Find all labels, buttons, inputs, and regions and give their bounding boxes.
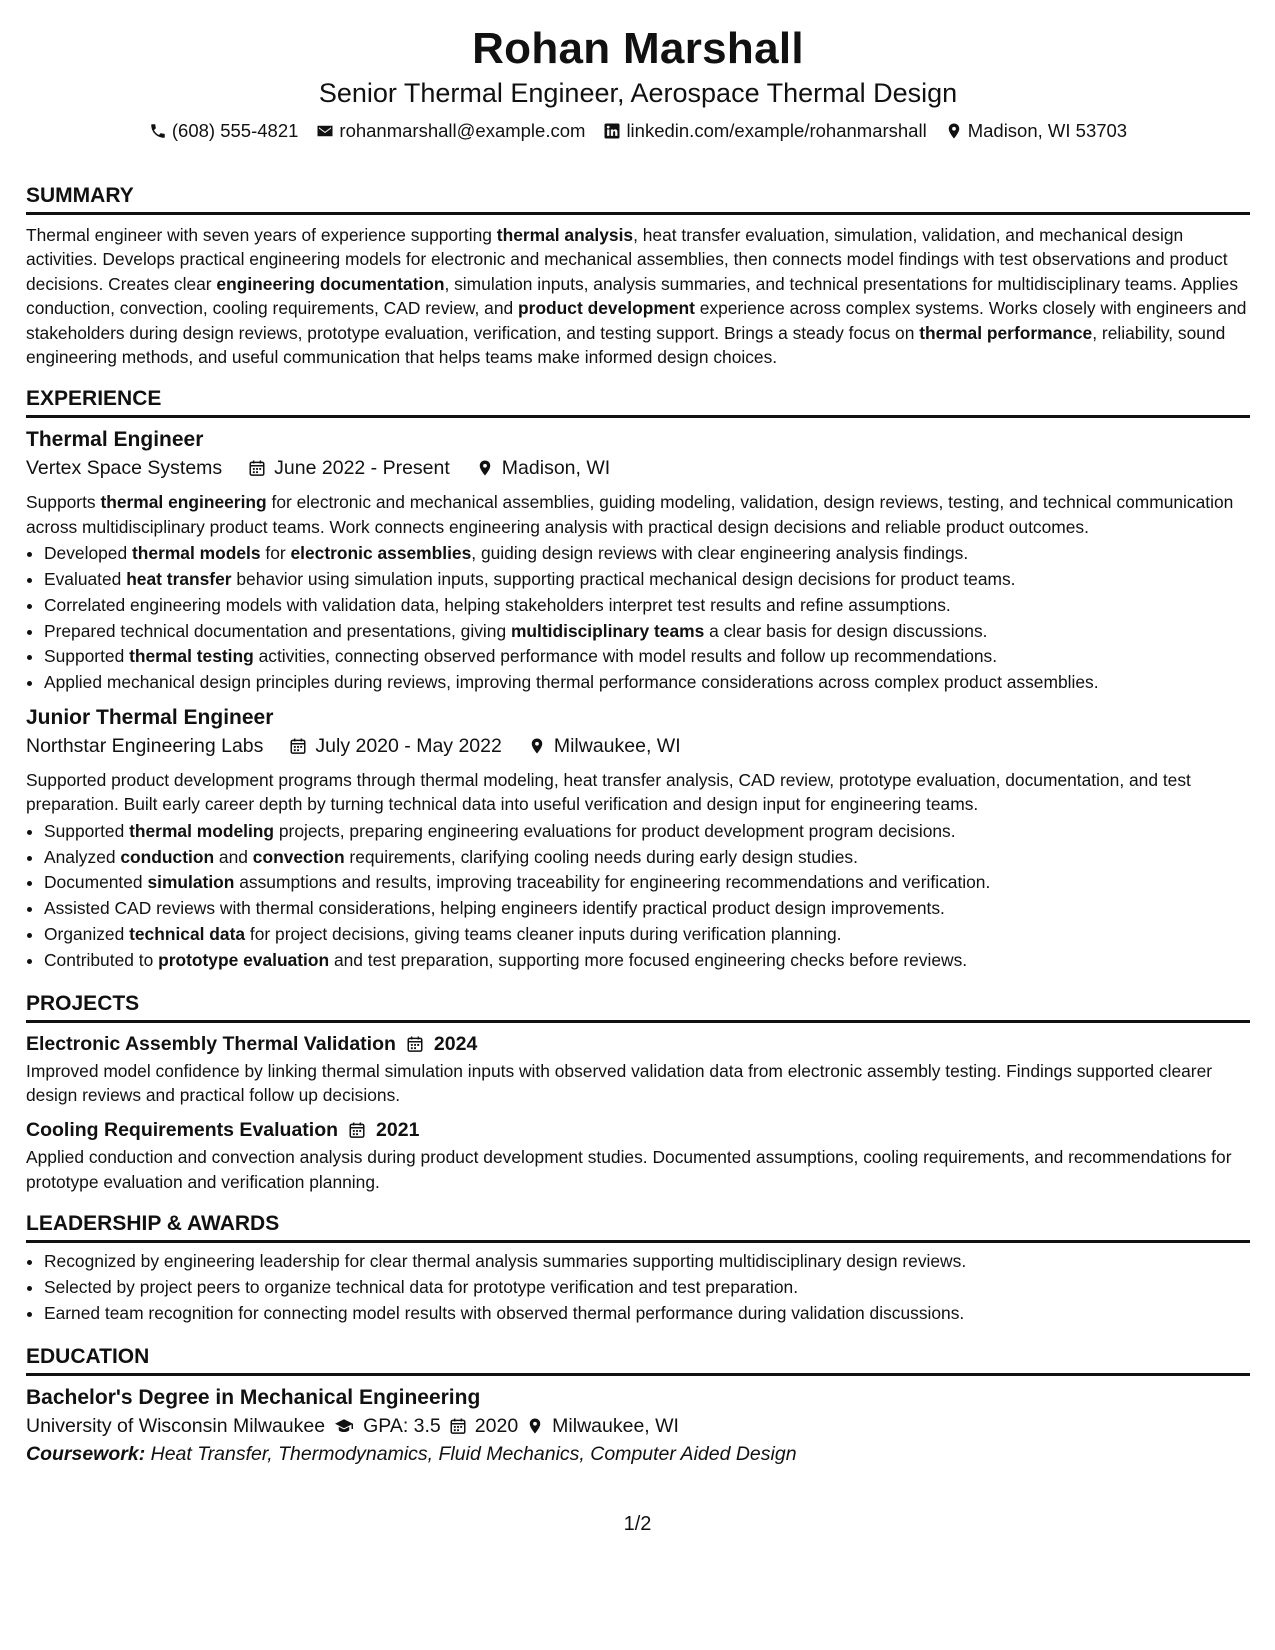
contact-linkedin[interactable]: [603, 118, 926, 144]
leadership-bullet: • Selected by project peers to organize technical data for prototype verification and test preparation.: [44, 1275, 1250, 1301]
job-dates: June 2022 - Present: [274, 457, 450, 480]
projects-heading: PROJECTS: [26, 990, 1250, 1023]
leadership-section: [26, 1210, 1250, 1326]
contact-location-text: Madison, WI 53703: [967, 120, 1128, 141]
job-meta: [26, 454, 1250, 482]
school-name: University of Wisconsin Milwaukee: [26, 1414, 326, 1437]
job-bullet: • Assisted CAD reviews with thermal considerations, helping engineers identify practical product design improvements.: [44, 896, 1250, 922]
page-number: 1/2: [623, 1513, 652, 1535]
calendar-icon: [449, 1417, 467, 1435]
coursework: [26, 1440, 1250, 1468]
job-description: Supports thermal engineering for electronic and mechanical assemblies, guiding modeling, validation, design reviews, testing, and technical communication across multidisciplinary product teams. Work connects engineering analysis with practical design decisions and reliable product outcomes.: [26, 492, 1234, 537]
education-section: [26, 1343, 1250, 1468]
leadership-bullet: • Recognized by engineering leadership for clear thermal analysis summaries supporting multidisciplinary design reviews.: [44, 1249, 1250, 1275]
envelope-icon: [316, 122, 334, 140]
job-bullet: • Prepared technical documentation and presentations, giving multidisciplinary teams a clear basis for design discussions.: [44, 619, 1250, 645]
contact-phone[interactable]: [149, 118, 299, 144]
experience-section: [26, 385, 1250, 973]
job-location: Milwaukee, WI: [553, 735, 681, 758]
job-entry: [26, 704, 1250, 974]
degree-title: Bachelor's Degree in Mechanical Engineering: [26, 1385, 481, 1409]
job-bullet: • Documented simulation assumptions and results, improving traceability for engineering recommendations and verification.: [44, 870, 1250, 896]
job-bullet: • Contributed to prototype evaluation and test preparation, supporting more focused engineering checks before reviews.: [44, 948, 1250, 974]
graduation-cap-icon: [333, 1417, 355, 1435]
phone-icon: [149, 122, 167, 140]
gpa: GPA: 3.5: [363, 1414, 441, 1437]
job-bullet-list: [26, 541, 1250, 696]
project-header: [26, 1117, 1250, 1143]
resume-header: [26, 22, 1250, 144]
candidate-name: Rohan Marshall: [472, 24, 804, 73]
job-title: Junior Thermal Engineer: [26, 706, 274, 730]
contact-row: [26, 118, 1250, 144]
education-location: Milwaukee, WI: [552, 1414, 679, 1437]
projects-section: [26, 990, 1250, 1195]
project-year: 2024: [433, 1032, 478, 1055]
contact-email[interactable]: [316, 118, 585, 144]
project-header: [26, 1031, 1250, 1057]
map-pin-icon: [528, 737, 546, 755]
candidate-title: Senior Thermal Engineer, Aerospace Thermal Design: [318, 78, 958, 108]
project-name: Electronic Assembly Thermal Validation: [26, 1032, 396, 1055]
contact-phone-text: (608) 555-4821: [171, 120, 299, 141]
job-bullet: • Organized technical data for project decisions, giving teams cleaner inputs during verification planning.: [44, 922, 1250, 948]
resume-page: [26, 22, 1250, 1468]
job-company: Vertex Space Systems: [26, 457, 223, 480]
education-meta: [26, 1412, 1250, 1440]
job-bullet: • Correlated engineering models with validation data, helping stakeholders interpret test results and refine assumptions.: [44, 593, 1250, 619]
experience-heading: EXPERIENCE: [26, 385, 1250, 418]
job-dates: July 2020 - May 2022: [315, 735, 502, 758]
contact-location: [945, 118, 1127, 144]
job-title: Thermal Engineer: [26, 428, 204, 452]
job-bullet: • Supported thermal modeling projects, preparing engineering evaluations for product development program decisions.: [44, 819, 1250, 845]
linkedin-icon: [603, 122, 621, 140]
job-location: Madison, WI: [501, 457, 611, 480]
summary-section: [26, 182, 1250, 369]
job-bullet: • Analyzed conduction and convection requirements, clarifying cooling needs during early design studies.: [44, 845, 1250, 871]
contact-linkedin-text: linkedin.com/example/rohanmarshall: [626, 120, 927, 141]
map-pin-icon: [526, 1417, 544, 1435]
contact-email-text: rohanmarshall@example.com: [339, 120, 586, 141]
graduation-year: 2020: [474, 1414, 519, 1437]
project-entry: [26, 1117, 1250, 1194]
project-name: Cooling Requirements Evaluation: [26, 1119, 339, 1142]
coursework-label: Coursework:: [26, 1442, 146, 1465]
job-description: Supported product development programs through thermal modeling, heat transfer analysis, CAD review, prototype evaluation, documentation, and test preparation. Built early career depth by turning technical data into useful verification and design input for engineering teams.: [26, 770, 1191, 815]
project-entry: [26, 1031, 1250, 1108]
map-pin-icon: [945, 122, 963, 140]
project-year: 2021: [376, 1119, 420, 1142]
leadership-bullet-list: [26, 1249, 1250, 1326]
map-pin-icon: [476, 459, 494, 477]
job-company: Northstar Engineering Labs: [26, 735, 264, 758]
summary-text: Thermal engineer with seven years of experience supporting thermal analysis, heat transfer evaluation, simulation, validation, and mechanical design activities. Develops practical engineering models for electronic and mechanical assemblies, then connects model findings with test observations and product decisions. Creates clear engineering documentation, simulation inputs, analysis summaries, and technical presentations for multidisciplinary teams. Applies conduction, convection, cooling requirements, CAD review, and product development experience across complex systems. Works closely with engineers and stakeholders during design reviews, prototype evaluation, verification, and testing support. Brings a steady focus on thermal performance, reliability, sound engineering methods, and useful communication that helps teams make informed design choices.: [26, 225, 1247, 368]
job-meta: [26, 732, 1250, 760]
calendar-icon: [289, 737, 307, 755]
job-bullet: • Supported thermal testing activities, connecting observed performance with model results and follow up recommendations.: [44, 644, 1250, 670]
education-heading: EDUCATION: [26, 1343, 1250, 1376]
job-bullet: • Applied mechanical design principles during reviews, improving thermal performance considerations across complex product assemblies.: [44, 670, 1250, 696]
job-bullet: • Developed thermal models for electronic assemblies, guiding design reviews with clear engineering analysis findings.: [44, 541, 1250, 567]
coursework-list: Heat Transfer, Thermodynamics, Fluid Mechanics, Computer Aided Design: [145, 1442, 797, 1465]
calendar-icon: [348, 1121, 366, 1139]
job-bullet-list: [26, 819, 1250, 974]
project-description: Improved model confidence by linking thermal simulation inputs with observed validation data from electronic assembly testing. Findings supported clearer design reviews and practical follow up decisions.: [26, 1060, 1213, 1106]
calendar-icon: [248, 459, 266, 477]
job-entry: [26, 426, 1250, 696]
job-bullet: • Evaluated heat transfer behavior using simulation inputs, supporting practical mechanical design decisions for product teams.: [44, 567, 1250, 593]
leadership-heading: LEADERSHIP & AWARDS: [26, 1210, 1250, 1243]
calendar-icon: [406, 1035, 424, 1053]
leadership-bullet: • Earned team recognition for connecting model results with observed thermal performance during validation discussions.: [44, 1301, 1250, 1327]
summary-heading: SUMMARY: [26, 182, 1250, 215]
project-description: Applied conduction and convection analysis during product development studies. Documented assumptions, cooling requirements, and recommendations for prototype evaluation and verification planning.: [26, 1147, 1232, 1192]
